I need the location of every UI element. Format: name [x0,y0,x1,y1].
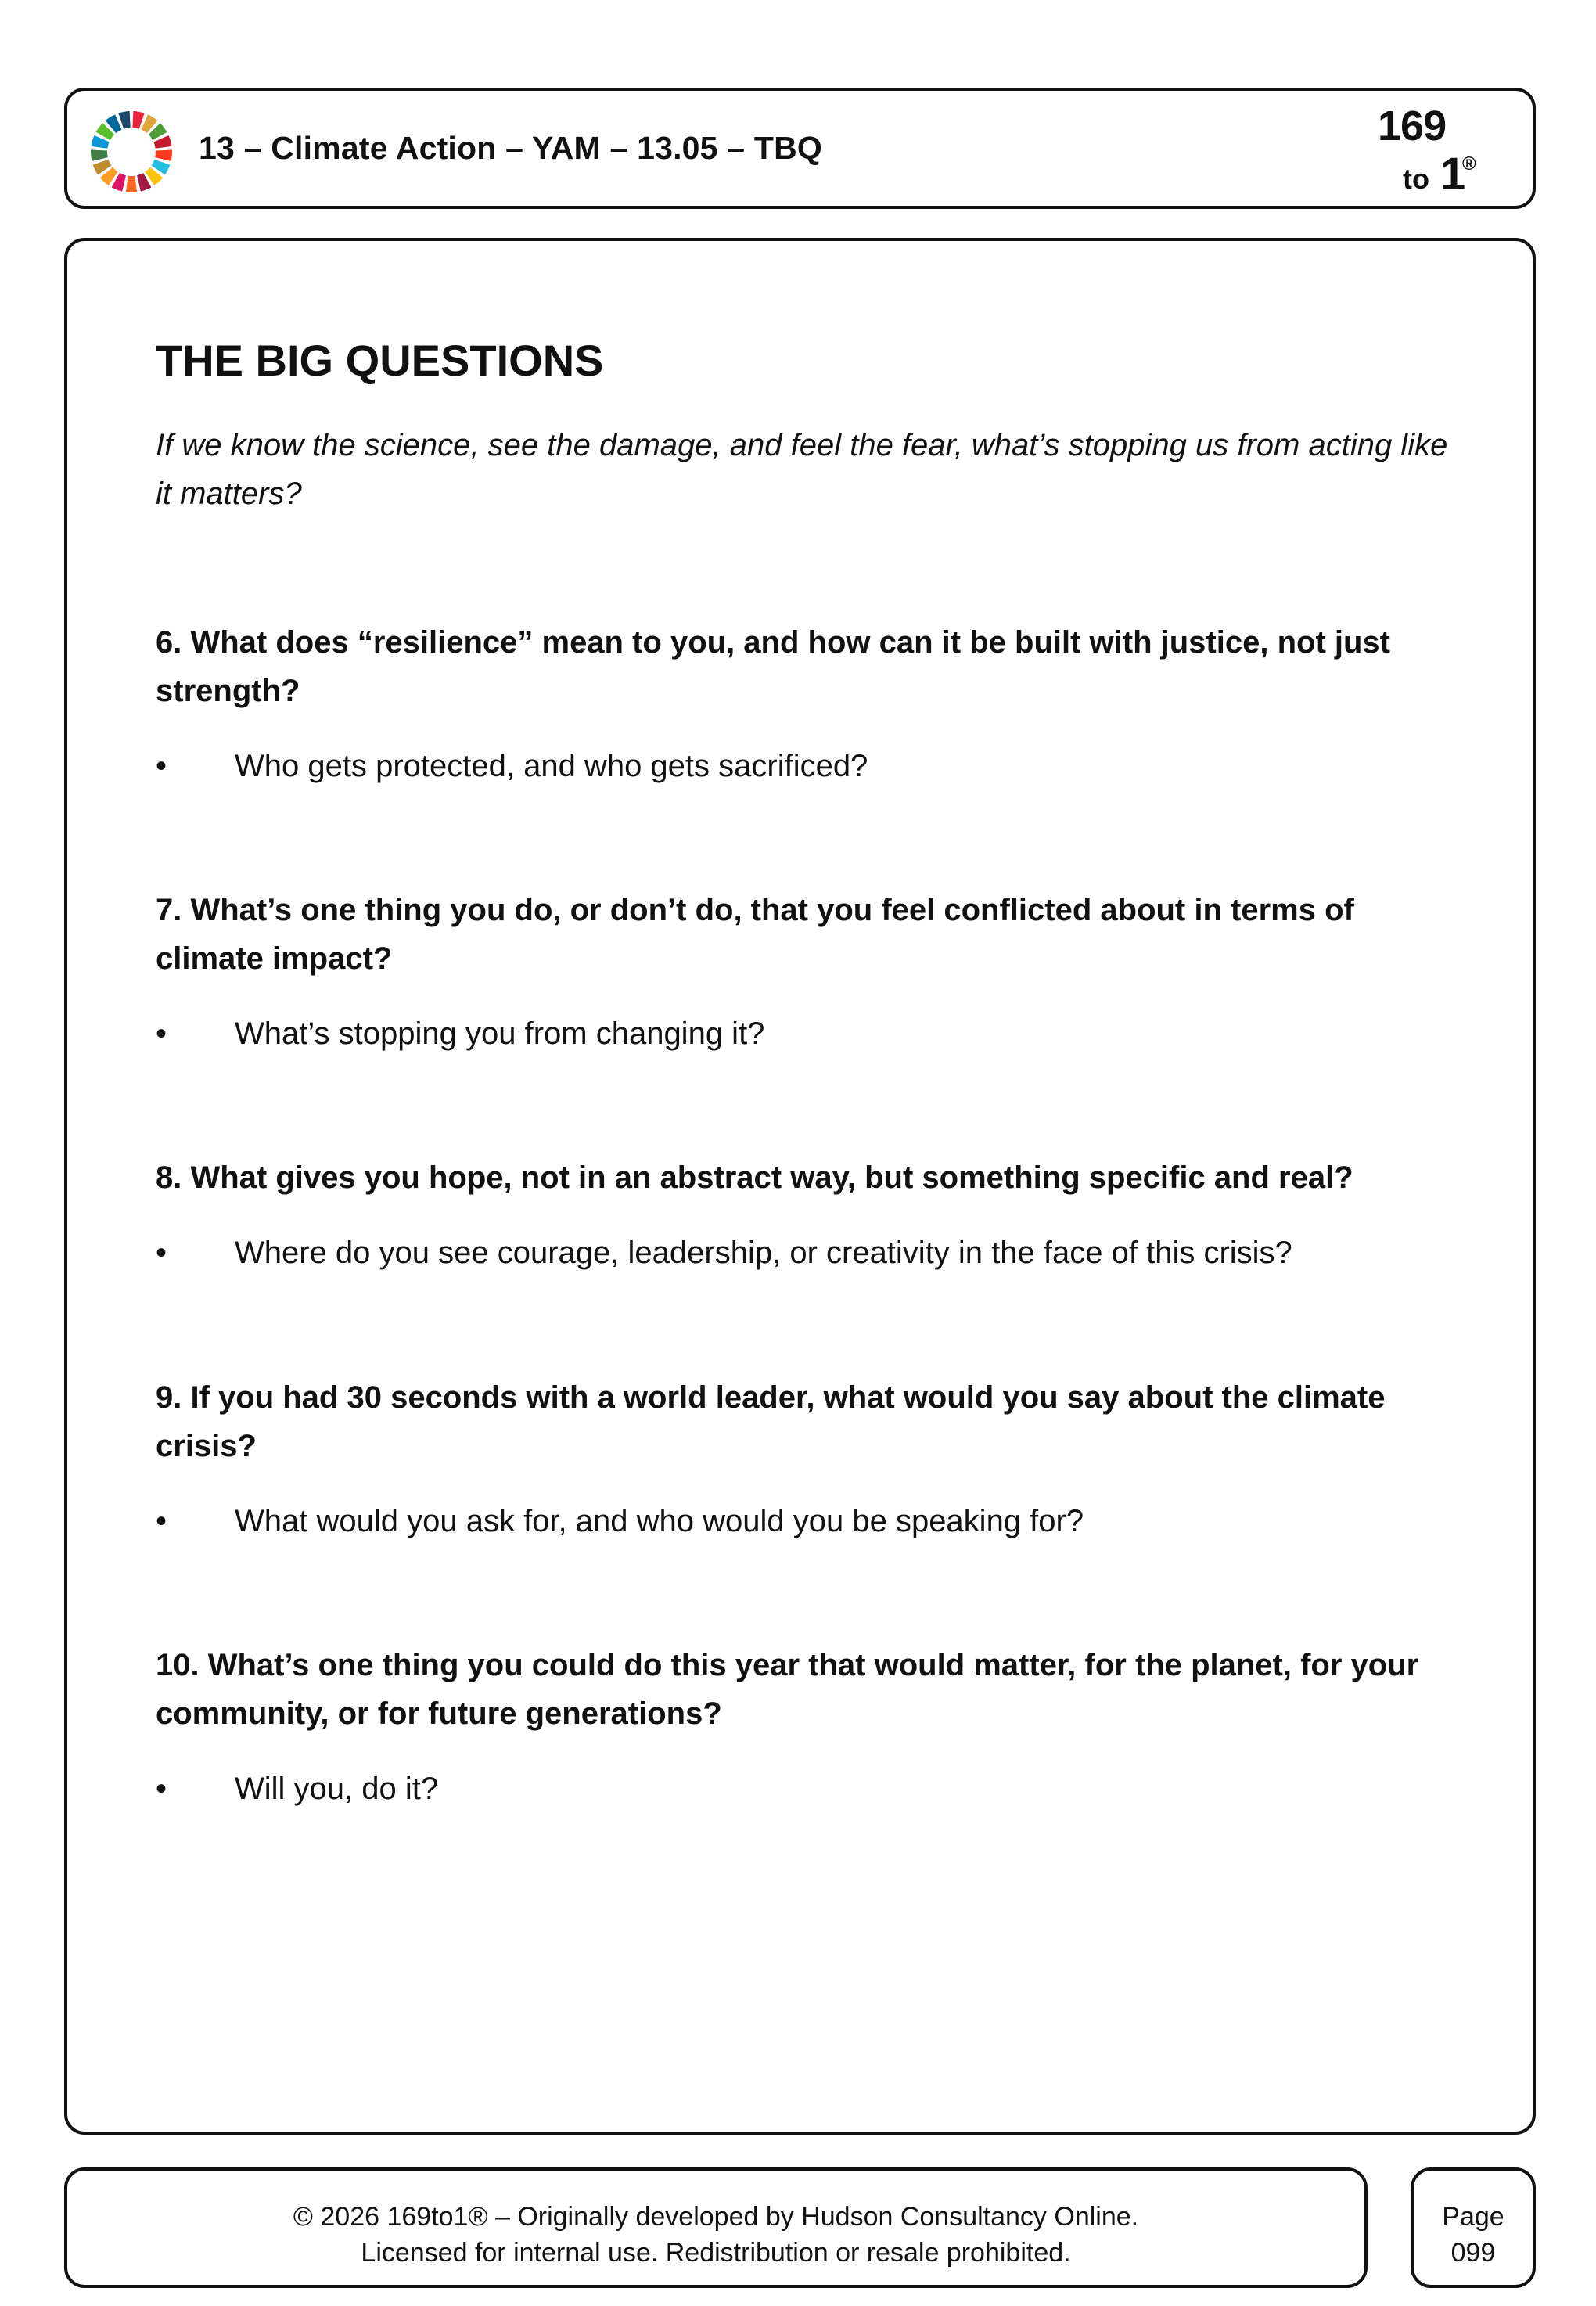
bullet-text: What would you ask for, and who would you be speaking for? [235,1504,1084,1538]
footer-copyright [64,2167,1368,2288]
page-label: Page [1442,2202,1504,2232]
page-number: 099 [1450,2238,1496,2268]
brand-logo-number: 169 [1378,103,1447,149]
bullet-icon: • [156,749,167,783]
bullet-text: Will you, do it? [235,1772,439,1806]
page-number-box [1411,2167,1536,2288]
header-bar [64,88,1536,209]
copyright-line: © 2026 169to1® – Originally developed by Hudson Consultancy Online. [293,2202,1139,2232]
intro-text: If we know the science, see the damage, and feel the fear, what’s stopping us from acting like it matters? [156,428,1448,511]
copyright-text [67,2199,1364,2271]
bullet-text: What’s stopping you from changing it? [235,1016,765,1051]
bullet-icon: • [156,1772,167,1806]
brand-logo [1368,97,1478,205]
sdg-wheel-segment [126,176,138,192]
sdg-wheel-segment [118,111,130,129]
bullet-text: Where do you see courage, leadership, or creativity in the face of this crisis? [235,1236,1292,1270]
bullet-icon: • [156,1504,167,1538]
section-title: THE BIG QUESTIONS [156,336,604,385]
brand-logo-to: to [1403,163,1429,195]
sdg-wheel-icon [89,110,174,194]
main-content-panel [64,238,1536,2135]
license-line: Licensed for internal use. Redistribution or resale prohibited. [361,2238,1071,2268]
bullet-icon: • [156,1016,167,1051]
sdg-wheel-segment [91,150,108,161]
bullet-icon: • [156,1236,167,1270]
sdg-wheel-segment [155,150,172,161]
question-7: 7. What’s one thing you do, or don’t do, that you feel conflicted about in terms of climate impact? [156,893,1354,976]
question-8: 8. What gives you hope, not in an abstract way, but something specific and real? [156,1160,1353,1195]
document-title: 13 – Climate Action – YAM – 13.05 – TBQ [199,130,823,166]
sdg-wheel-segment [132,111,144,129]
question-9: 9. If you had 30 seconds with a world leader, what would you say about the climate crisis? [156,1380,1386,1463]
question-6: 6. What does “resilience” mean to you, and how can it be built with justice, not just strength? [156,625,1390,708]
brand-logo-registered: ® [1462,153,1476,174]
question-10: 10. What’s one thing you could do this year that would matter, for the planet, for your community, or for future generations? [156,1648,1419,1731]
page-indicator [1414,2199,1533,2271]
brand-logo-one: 1 [1440,149,1466,200]
bullet-text: Who gets protected, and who gets sacrificed? [235,749,868,783]
